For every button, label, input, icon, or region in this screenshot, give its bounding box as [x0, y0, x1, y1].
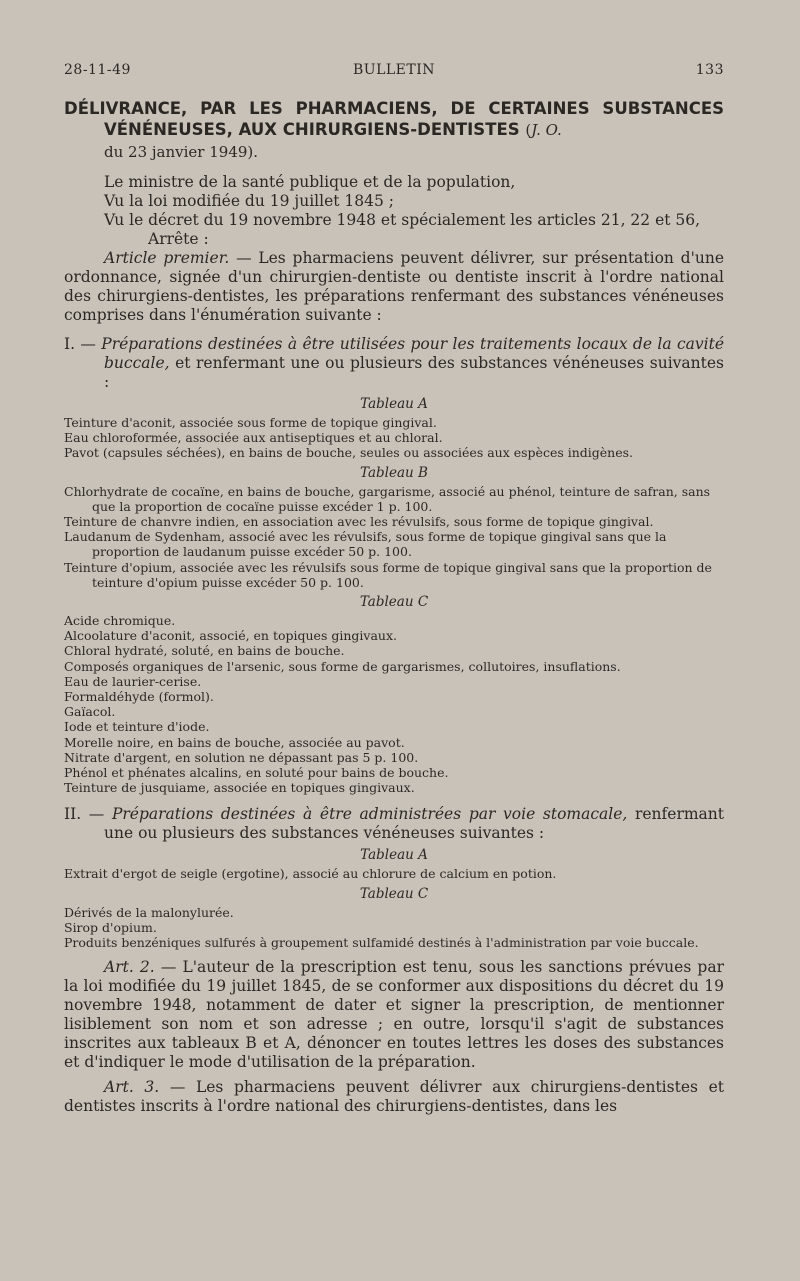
s1-tableau-c-title: Tableau C [359, 594, 429, 611]
title-main: DÉLIVRANCE, PAR LES PHARMACIENS, DE CERTAINES SUBSTANCES VÉNÉNEUSES, AUX CHIRURGIENS-DENTISTES [64, 99, 724, 139]
s1-tableau-c-item: Eau de laurier-cerise. [64, 673, 202, 689]
preamble-loi: Vu la loi modifiée du 19 juillet 1845 ; [104, 192, 394, 210]
s1-tableau-c-item: Composés organiques de l'arsenic, sous forme de gargarismes, collutoires, insuflations. [64, 658, 621, 674]
s1-tableau-b-item: Teinture de chanvre indien, en association avec les révulsifs, sous forme de topique gingival. [64, 514, 654, 530]
s1-tableau-c-item: Alcoolature d'aconit, associé, en topiques gingivaux. [64, 628, 397, 644]
s1-tableau-c-item: Morelle noire, en bains de bouche, associée au pavot. [64, 734, 405, 750]
s1-tableau-a-item: Teinture d'aconit, associée sous forme de topique gingival. [64, 415, 437, 430]
section-2-heading: II. — Préparations destinées à être administrées par voie stomacale, renfermant une ou plusieurs des substances vénéneuses suivantes : [64, 805, 725, 843]
preamble-decret: Vu le décret du 19 novembre 1948 et spécialement les articles 21, 22 et 56, [104, 211, 701, 229]
s1-tableau-a-title: Tableau A [360, 396, 428, 412]
s1-tableau-c-item: Iode et teinture d'iode. [64, 719, 210, 735]
issue-date: 28-11-49 [64, 62, 131, 78]
article-3 [64, 1078, 724, 1116]
preamble-minister: Le ministre de la santé publique et de la population, [104, 173, 516, 191]
article-3-text: — Les pharmaciens peuvent délivrer aux chirurgiens-dentistes et dentistes inscrits à l'ordre national des chirurgiens-dentistes, dans les [64, 1078, 724, 1116]
article-3-label: Art. 3. [104, 1078, 160, 1097]
article-body [64, 98, 724, 1116]
s1-tableau-c-item: Formaldéhyde (formol). [64, 689, 214, 705]
s1-tableau-b-item: Teinture d'opium, associée avec les révulsifs sous forme de topique gingival sans que la proportion de teinture d'opium puisse excéder 50 p. 100. [64, 559, 712, 590]
s1-tableau-b-item: Laudanum de Sydenham, associé avec les révulsifs, sous forme de topique gingival sans que la proportion de laudanum puisse excéder 50 p. 100. [64, 529, 667, 560]
s2-tableau-c-title: Tableau C [359, 885, 429, 902]
article-2-label: Art. 2. [104, 958, 155, 977]
title-reference: (J. O. du 23 janvier 1949). [104, 121, 562, 161]
s1-tableau-c-item: Phénol et phénates alcalins, en soluté pour bains de bouche. [64, 765, 449, 781]
s1-tableau-c-item: Gaïacol. [64, 704, 116, 720]
article-1-text: — Les pharmaciens peuvent délivrer, sur présentation d'une ordonnance, signée d'un chirurgien-dentiste ou dentiste inscrit à l'ordre national des chirurgiens-dentistes, les préparations renfermant des substances vénéneuses comprises dans l'énumération suivante : [64, 249, 724, 324]
s2-tableau-c-item: Dérivés de la malonylurée. [64, 904, 234, 920]
page-number: 133 [695, 62, 724, 78]
s1-tableau-c-item: Teinture de jusquiame, associée en topiques gingivaux. [64, 780, 415, 796]
decree-title [64, 98, 724, 163]
article-2-text: — L'auteur de la prescription est tenu, sous les sanctions prévues par la loi modifiée du 19 juillet 1845, de se conformer aux dispositions du décret du 19 novembre 1948, notamment de dater et signer la prescription, de mentionner lisiblement son nom et son adresse ; en outre, lorsqu'il s'agit de substances inscrites aux tableaux B et A, dénoncer en toutes lettres les doses des substances et d'indiquer le mode d'utilisation de la préparation. [64, 958, 724, 1072]
preamble-arrete: Arrête : [148, 230, 209, 248]
article-2 [64, 958, 724, 1072]
s2-tableau-c-item: Produits benzéniques sulfurés à groupement sulfamidé destinés à l'administration par voie buccale. [64, 935, 699, 951]
s2-tableau-c-item: Sirop d'opium. [64, 919, 157, 935]
journal-name: BULLETIN [352, 62, 436, 78]
s2-tableau-a-title: Tableau A [360, 847, 428, 864]
article-1-label: Article premier. [104, 249, 230, 267]
s1-tableau-a-item: Eau chloroformée, associée aux antiseptiques et au chloral. [64, 430, 443, 446]
s1-tableau-c-item: Acide chromique. [64, 613, 176, 629]
section-1-heading: I. — Préparations destinées à être utilisées pour les traitements locaux de la cavité buccale, et renfermant une ou plusieurs des substances vénéneuses suivantes : [64, 335, 725, 391]
s1-tableau-a-item: Pavot (capsules séchées), en bains de bouche, seules ou associées aux espèces indigènes. [64, 445, 634, 461]
s1-tableau-b-title: Tableau B [360, 464, 428, 481]
s1-tableau-c-item: Nitrate d'argent, en solution ne dépassant pas 5 p. 100. [64, 749, 419, 765]
s2-tableau-a-item: Extrait d'ergot de seigle (ergotine), associé au chlorure de calcium en potion. [64, 866, 557, 882]
s1-tableau-c-item: Chloral hydraté, soluté, en bains de bouche. [64, 643, 345, 659]
s1-tableau-b-item: Chlorhydrate de cocaïne, en bains de bouche, gargarisme, associé au phénol, teinture de safran, sans que la proportion de cocaïne puisse excéder 1 p. 100. [64, 483, 711, 514]
article-1 [64, 249, 724, 325]
